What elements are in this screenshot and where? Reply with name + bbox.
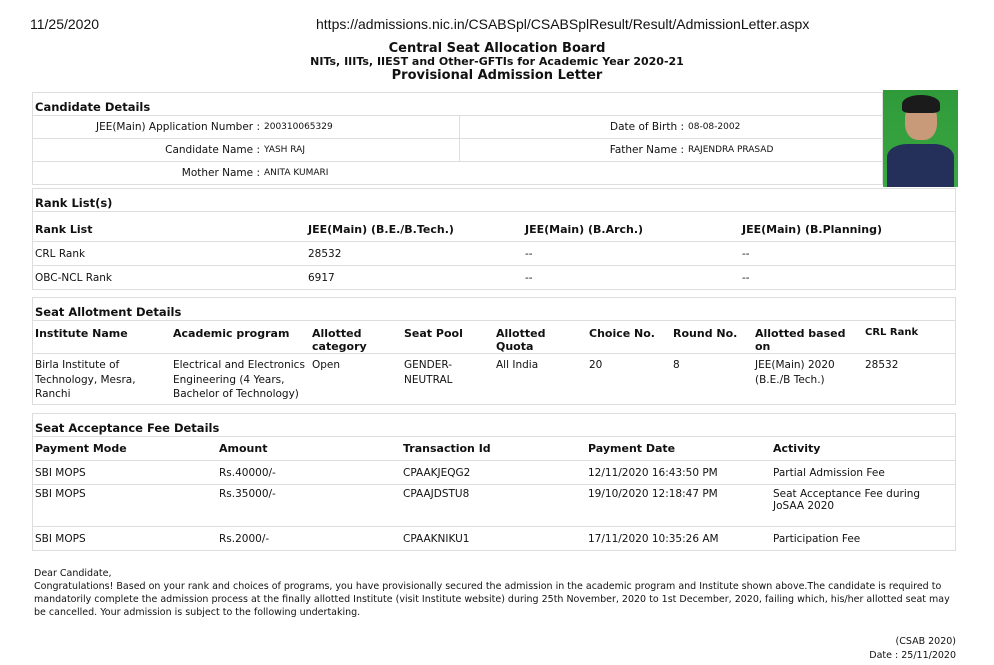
allotted-based-on: JEE(Main) 2020 (B.E./B Tech.) <box>753 354 863 405</box>
column-header: Activity <box>771 437 955 461</box>
table-row <box>33 266 955 290</box>
seat-pool: GENDER-NEUTRAL <box>402 354 494 405</box>
column-header: Rank List <box>33 212 306 242</box>
column-header: Seat Pool <box>402 321 494 354</box>
table-cell: CPAAKNIKU1 <box>401 527 586 551</box>
application-number-value: 200310065329 <box>262 116 459 139</box>
table-cell: Seat Acceptance Fee during JoSAA 2020 <box>771 485 955 527</box>
candidate-name-label: Candidate Name : <box>33 139 262 162</box>
table-row <box>33 461 955 485</box>
rank-table <box>33 211 955 289</box>
column-header: Allotted category <box>310 321 402 354</box>
table-row <box>33 242 955 266</box>
table-cell: SBI MOPS <box>33 461 217 485</box>
candidate-table <box>33 115 882 184</box>
candidate-photo <box>883 90 958 187</box>
institute-name: Birla Institute of Technology, Mesra, Ranchi <box>33 354 171 405</box>
footer-org: (CSAB 2020) <box>895 636 956 647</box>
seat-section-title: Seat Allotment Details <box>35 305 182 319</box>
table-cell: -- <box>523 242 740 266</box>
print-date: 11/25/2020 <box>30 16 100 32</box>
table-header-row <box>33 437 955 461</box>
column-header: JEE(Main) (B.E./B.Tech.) <box>306 212 523 242</box>
dob-value: 08-08-2002 <box>686 116 882 139</box>
board-title: Central Seat Allocation Board <box>388 41 606 56</box>
letter-body <box>34 567 954 619</box>
table-row <box>33 162 882 185</box>
column-header: Choice No. <box>587 321 671 354</box>
allotted-quota: All India <box>494 354 587 405</box>
column-header: JEE(Main) (B.Arch.) <box>523 212 740 242</box>
table-cell: 19/10/2020 12:18:47 PM <box>586 485 771 527</box>
father-name-value: RAJENDRA PRASAD <box>686 139 882 162</box>
table-cell: -- <box>523 266 740 290</box>
seat-table <box>33 320 955 404</box>
salutation: Dear Candidate, <box>34 568 112 579</box>
table-row <box>33 139 882 162</box>
table-cell: Rs.2000/- <box>217 527 401 551</box>
choice-number: 20 <box>587 354 671 405</box>
letter-paragraph: Congratulations! Based on your rank and choices of programs, you have provisionally secured the admission in the academic program and Institute shown above.The candidate is required to mandatorily complete the admission process at the finally allotted Institute (visit Institute website) during 25th November, 2020 to 1st December, 2020, failing which, his/her allotted seat may be cancelled. Your admission is subject to the following undertaking. <box>34 581 950 618</box>
mother-name-value: ANITA KUMARI <box>262 162 459 185</box>
rank-lists <box>32 188 956 290</box>
column-header: CRL Rank <box>863 321 955 354</box>
column-header: Amount <box>217 437 401 461</box>
dob-label: Date of Birth : <box>459 116 686 139</box>
column-header: Institute Name <box>33 321 171 354</box>
rank-section-title: Rank List(s) <box>35 196 113 210</box>
letter-title: Provisional Admission Letter <box>391 68 603 83</box>
allotted-category: Open <box>310 354 402 405</box>
table-cell: CRL Rank <box>33 242 306 266</box>
mother-name-label: Mother Name : <box>33 162 262 185</box>
table-row <box>33 527 955 551</box>
column-header: Round No. <box>671 321 753 354</box>
application-number-label: JEE(Main) Application Number : <box>33 116 262 139</box>
table-cell: Rs.35000/- <box>217 485 401 527</box>
seat-allotment <box>32 297 956 405</box>
table-cell: CPAAKJEQG2 <box>401 461 586 485</box>
table-cell: 6917 <box>306 266 523 290</box>
table-row <box>33 354 955 405</box>
fee-details <box>32 413 956 551</box>
footer-date: Date : 25/11/2020 <box>869 650 956 661</box>
father-name-label: Father Name : <box>459 139 686 162</box>
column-header: Transaction Id <box>401 437 586 461</box>
table-cell: SBI MOPS <box>33 485 217 527</box>
table-cell: 12/11/2020 16:43:50 PM <box>586 461 771 485</box>
column-header: Payment Date <box>586 437 771 461</box>
table-cell: SBI MOPS <box>33 527 217 551</box>
table-cell: CPAAJDSTU8 <box>401 485 586 527</box>
fee-section-title: Seat Acceptance Fee Details <box>35 421 220 435</box>
page-url: https://admissions.nic.in/CSABSpl/CSABSplResult/Result/AdmissionLetter.aspx <box>316 16 810 32</box>
column-header: Allotted Quota <box>494 321 587 354</box>
table-cell: -- <box>740 266 955 290</box>
column-header: Academic program <box>171 321 310 354</box>
table-cell: OBC-NCL Rank <box>33 266 306 290</box>
table-cell: Partial Admission Fee <box>771 461 955 485</box>
candidate-section-title: Candidate Details <box>35 100 151 114</box>
crl-rank: 28532 <box>863 354 955 405</box>
round-number: 8 <box>671 354 753 405</box>
table-header-row <box>33 212 955 242</box>
table-header-row <box>33 321 955 354</box>
column-header: Allotted based on <box>753 321 863 354</box>
column-header: JEE(Main) (B.Planning) <box>740 212 955 242</box>
academic-program: Electrical and Electronics Engineering (4 Years, Bachelor of Technology) <box>171 354 310 405</box>
table-row <box>33 485 955 527</box>
candidate-name-value: YASH RAJ <box>262 139 459 162</box>
table-cell: 28532 <box>306 242 523 266</box>
table-cell: -- <box>740 242 955 266</box>
candidate-details <box>32 92 883 185</box>
table-cell: Participation Fee <box>771 527 955 551</box>
table-cell: Rs.40000/- <box>217 461 401 485</box>
table-row <box>33 116 882 139</box>
table-cell: 17/11/2020 10:35:26 AM <box>586 527 771 551</box>
fee-table <box>33 436 955 550</box>
column-header: Payment Mode <box>33 437 217 461</box>
board-subtitle: NITs, IIITs, IIEST and Other-GFTIs for Academic Year 2020-21 <box>310 55 684 68</box>
